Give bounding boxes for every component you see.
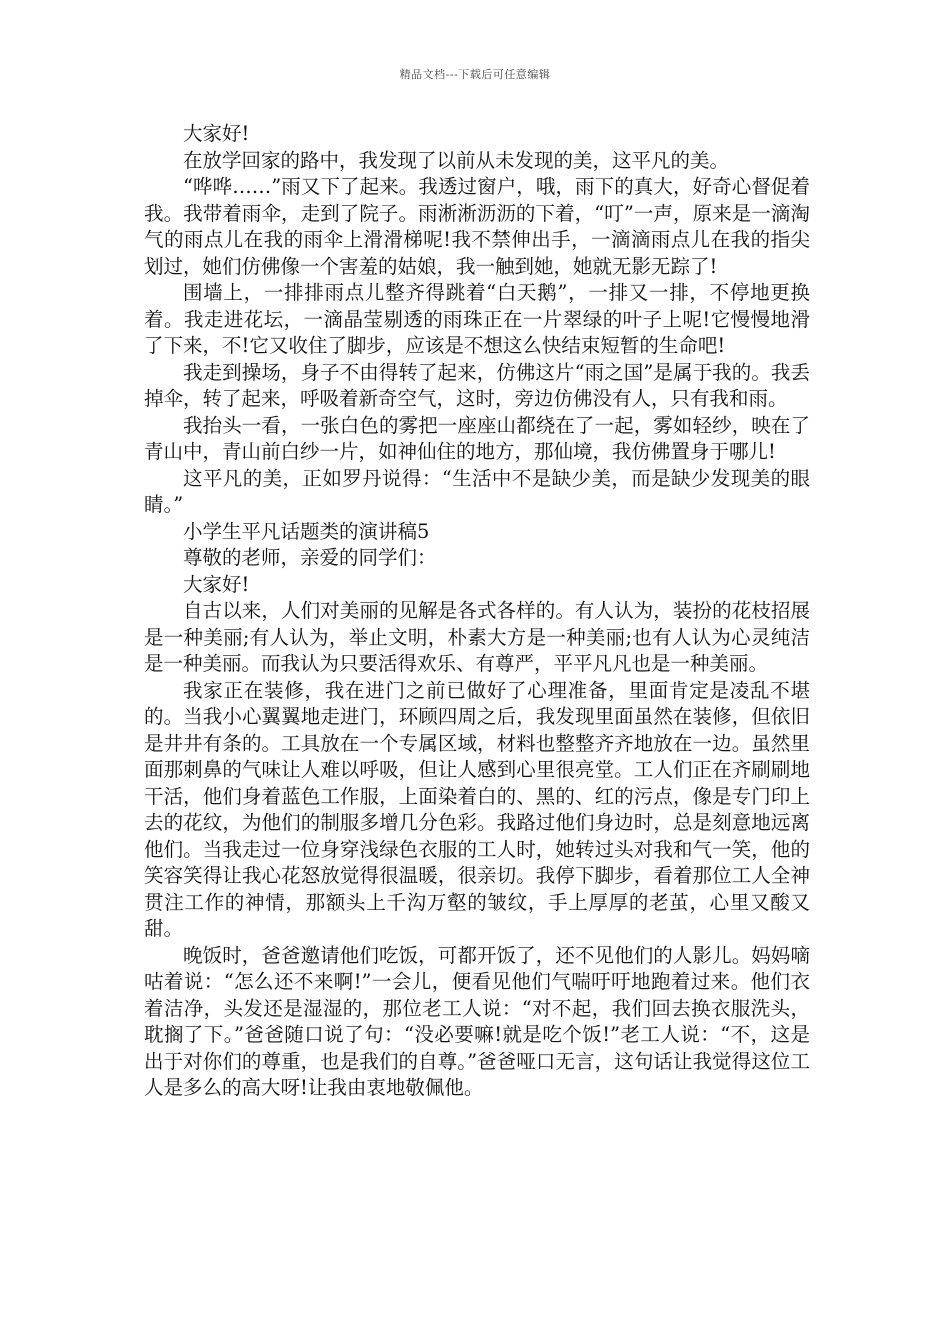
paragraph: 这平凡的美，正如罗丹说得：“生活中不是缺少美，而是缺少发现美的眼睛。” <box>144 466 810 516</box>
paragraph: 晚饭时，爸爸邀请他们吃饭，可都开饭了，还不见他们的人影儿。妈妈嘀咕着说：“怎么还不来啊!”一会儿，便看见他们气喘吁吁地跑着过来。他们衣着洁净，头发还是湿湿的，那位老工人说：“对不起，我们回去换衣服洗头，耽搁了下。”爸爸随口说了句：“没必要嘛!就是吃个饭!”老工人说：“不，这是出于对你们的尊重，也是我们的自尊。”爸爸哑口无言，这句话让我觉得这位工人是多么的高大呀!让我由衷地敬佩他。 <box>144 943 810 1099</box>
paragraph: “哗哗……”雨又下了起来。我透过窗户，哦，雨下的真大，好奇心督促着我。我带着雨伞，走到了院子。雨淅淅沥沥的下着，“叮”一声，原来是一滴淘气的雨点儿在我的雨伞上滑滑梯呢!我不禁伸出手，一滴滴雨点儿在我的指尖划过，她们仿佛像一个害羞的姑娘，我一触到她，她就无影无踪了! <box>144 175 810 278</box>
paragraph: 我抬头一看，一张白色的雾把一座座山都绕在了一起，雾如轻纱，映在了青山中，青山前白纱一片，如神仙住的地方，那仙境，我仿佛置身于哪儿! <box>144 413 810 463</box>
document-body <box>144 121 810 1102</box>
paragraph: 自古以来，人们对美丽的见解是各式各样的。有人认为，装扮的花枝招展是一种美丽;有人认为，举止文明，朴素大方是一种美丽;也有人认为心灵纯洁是一种美丽。而我认为只要活得欢乐、有尊严，平平凡凡也是一种美丽。 <box>144 599 810 675</box>
paragraph: 我走到操场，身子不由得转了起来，仿佛这片“雨之国”是属于我的。我丢掉伞，转了起来，呼吸着新奇空气，这时，旁边仿佛没有人，只有我和雨。 <box>144 360 810 410</box>
page-header: 精品文档---下载后可任意编辑 <box>399 68 551 81</box>
paragraph-greeting: 大家好! <box>183 572 250 596</box>
paragraph: 我家正在装修，我在进门之前已做好了心理准备，里面肯定是凌乱不堪的。当我小心翼翼地走进门，环顾四周之后，我发现里面虽然在装修，但依旧是井井有条的。工具放在一个专属区域，材料也整整齐齐地放在一边。虽然里面那刺鼻的气味让人难以呼吸，但让人感到心里很亮堂。工人们正在齐刷刷地干活，他们身着蓝色工作服，上面染着白的、黑的、红的污点，像是专门印上去的花纹，为他们的制服多增几分色彩。我路过他们身边时，总是刻意地远离他们。当我走过一位身穿浅绿色衣服的工人时，她转过头对我和气一笑，他的笑容笑得让我心花怒放觉得很温暖，很亲切。我停下脚步，看着那位工人全神贯注工作的神情，那额头上千沟万壑的皱纹，手上厚厚的老茧，心里又酸又甜。 <box>144 678 810 940</box>
paragraph-salutation: 尊敬的老师，亲爱的同学们： <box>183 546 437 569</box>
section-title: 小学生平凡话题类的演讲稿5 <box>183 519 430 543</box>
paragraph: 围墙上，一排排雨点儿整齐得跳着“白天鹅”，一排又一排，不停地更换着。我走进花坛，一滴晶莹剔透的雨珠正在一片翠绿的叶子上呢!它慢慢地滑了下来，不!它又收住了脚步，应该是不想这么快结束短暂的生命吧! <box>144 281 810 357</box>
paragraph-greeting: 大家好! <box>183 122 250 145</box>
paragraph: 在放学回家的路中，我发现了以前从未发现的美，这平凡的美。 <box>183 148 730 172</box>
